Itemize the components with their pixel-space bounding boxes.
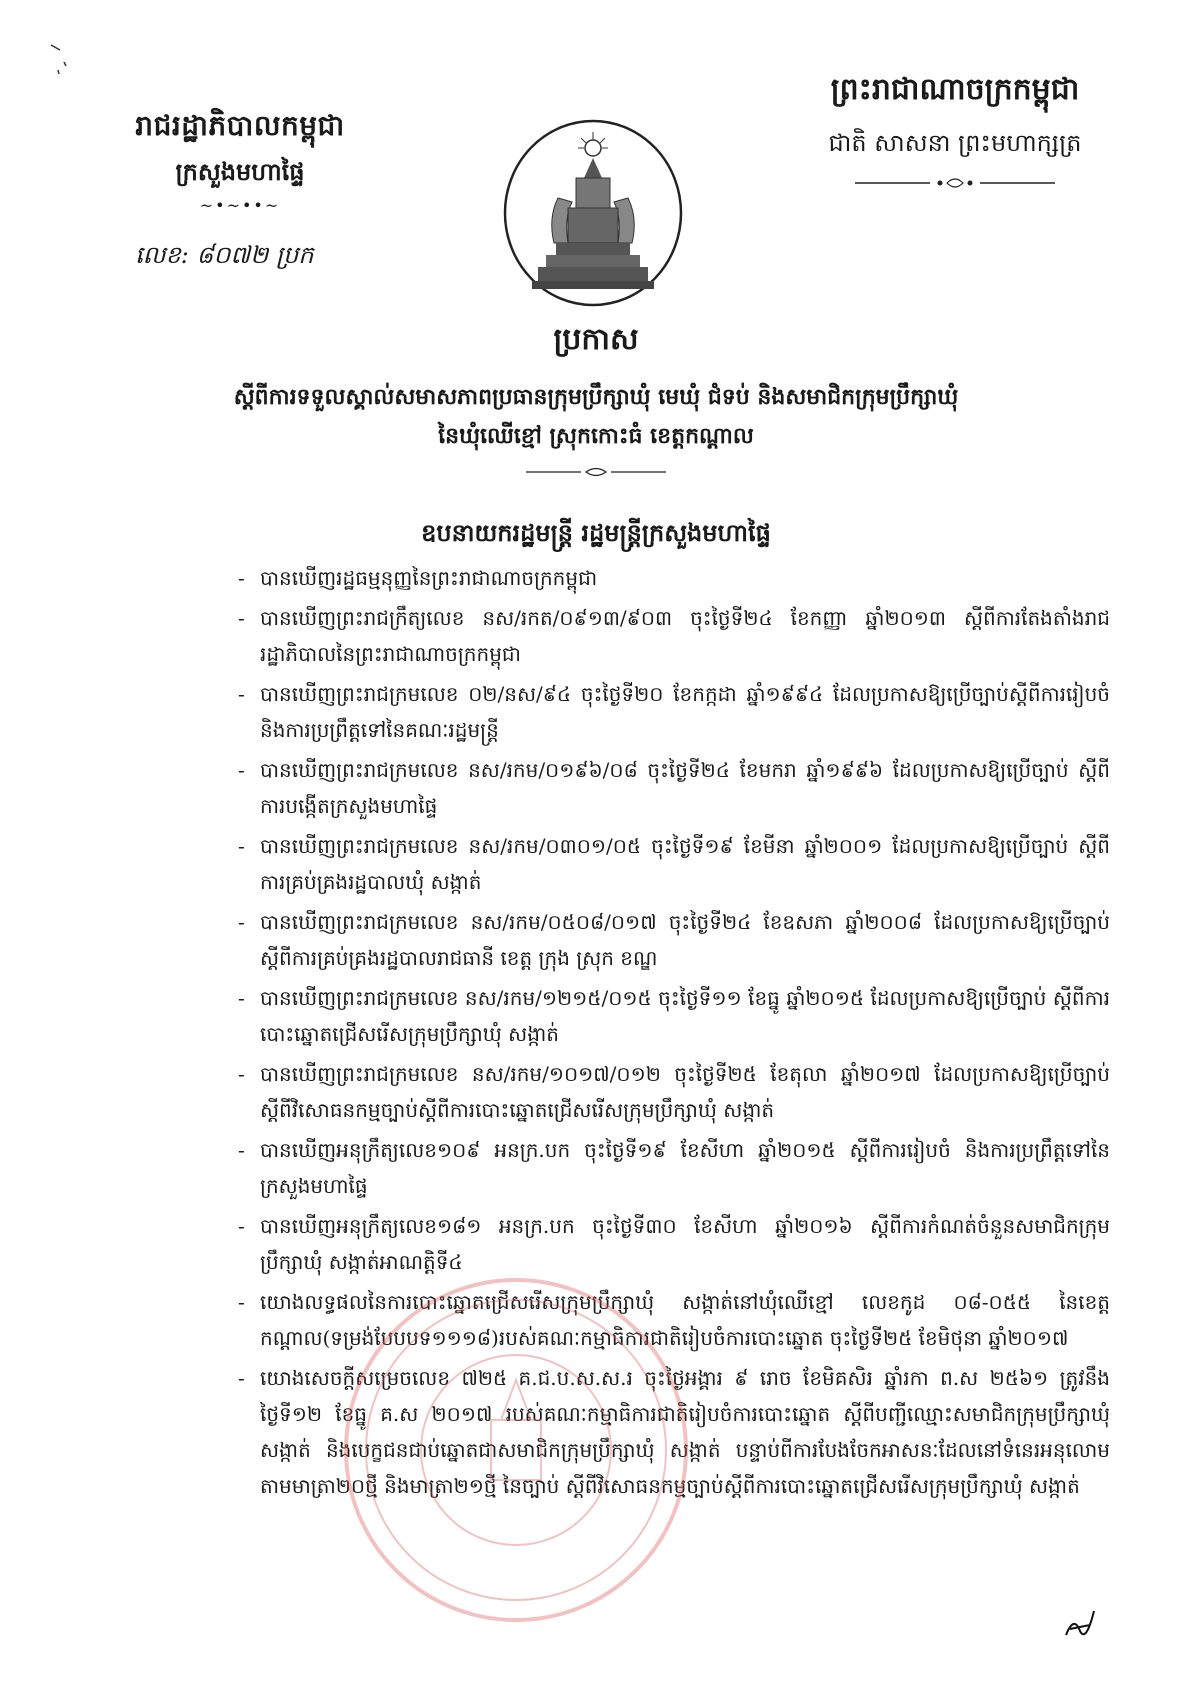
preamble-item: - បានឃើញអនុក្រឹត្យលេខ១៨១ អនក្រ.បក ចុះថ្ងៃទី៣០ ខែសីហា ឆ្នាំ២០១៦ ស្តីពីការកំណត់ចំនួនសមាជិកក្រុមប្រឹក្សាឃុំ សង្កាត់អាណត្តិទី៤ bbox=[238, 1208, 1110, 1280]
government-name: រាជរដ្ឋាភិបាលកម្ពុជា bbox=[135, 109, 345, 142]
royal-emblem-icon bbox=[498, 118, 688, 308]
document-title bbox=[0, 320, 1192, 483]
preamble-item: - យោងសេចក្តីសម្រេចលេខ ៧២៥ គ.ជ.ប.ស.ស.រ ចុះថ្ងៃអង្គារ ៩ រោច ខែមិគសិរ ឆ្នាំរកា ព.ស ២៥៦១ ត្រូវនឹងថ្ងៃទី១២ ខែធ្នូ គ.ស ២០១៧ របស់គណៈកម្មាធិការជាតិរៀបចំការបោះឆ្នោត ស្តីពីបញ្ជីឈ្មោះសមាជិកក្រុមប្រឹក្សាឃុំ សង្កាត់ និងបេក្ខជនជាប់ឆ្នោតជាសមាជិកក្រុមប្រឹក្សាឃុំ សង្កាត់ បន្ទាប់ពីការបែងចែកអាសនៈដែលនៅទំនេរអនុលោមតាមមាត្រា២០ថ្មី និងមាត្រា២១ថ្មី នៃច្បាប់ ស្តីពីវិសោធនកម្មច្បាប់ស្តីពីការបោះឆ្នោតជ្រើសរើសក្រុមប្រឹក្សាឃុំ សង្កាត់ bbox=[238, 1360, 1110, 1504]
minister-title: ឧបនាយករដ្ឋមន្ត្រី រដ្ឋមន្ត្រីក្រសួងមហាផ្ទៃ bbox=[421, 518, 771, 547]
kingdom-header bbox=[800, 70, 1110, 195]
ornament-divider: ~•~••~ bbox=[199, 196, 281, 215]
scan-mark bbox=[46, 40, 86, 80]
declaration-heading: ប្រកាស bbox=[553, 322, 639, 357]
ornament-divider bbox=[855, 175, 1055, 191]
subject-heading bbox=[0, 378, 1192, 455]
preamble-item: - បានឃើញព្រះរាជក្រមលេខ ០២/នស/៩៤ ចុះថ្ងៃទី២០ ខែកក្កដា ឆ្នាំ១៩៩៤ ដែលប្រកាសឱ្យប្រើច្បាប់ស្តីពីការរៀបចំ និងការប្រព្រឹត្តទៅនៃគណៈរដ្ឋមន្ត្រី bbox=[238, 676, 1110, 748]
kingdom-name: ព្រះរាជាណាចក្រកម្ពុជា bbox=[830, 72, 1080, 107]
subject-line: ស្តីពីការទទួលស្គាល់សមាសភាពប្រធានក្រុមប្រឹក្សាឃុំ មេឃុំ ជំទប់ និងសមាជិកក្រុមប្រឹក្សាឃុំ bbox=[233, 384, 959, 410]
preamble-item: - បានឃើញព្រះរាជក្រមលេខ នស/រកម/១០១៧/០១២ ចុះថ្ងៃទី២៥ ខែតុលា ឆ្នាំ២០១៧ ដែលប្រកាសឱ្យប្រើច្បាប់ ស្តីពីវិសោធនកម្មច្បាប់ស្តីពីការបោះឆ្នោតជ្រើសរើសក្រុមប្រឹក្សាឃុំ សង្កាត់ bbox=[238, 1056, 1110, 1128]
ministry-header bbox=[100, 108, 380, 215]
subject-line: នៃឃុំឈើខ្មៅ ស្រុកកោះធំ ខេត្តកណ្តាល bbox=[438, 422, 754, 449]
preamble-item: - បានឃើញព្រះរាជក្រឹត្យលេខ នស/រកត/០៩១៣/៩០៣ ចុះថ្ងៃទី២៤ ខែកញ្ញា ឆ្នាំ២០១៣ ស្តីពីការតែងតាំងរាជរដ្ឋាភិបាលនៃព្រះរាជាណាចក្រកម្ពុជា bbox=[238, 600, 1110, 672]
ministry-name: ក្រសួងមហាផ្ទៃ bbox=[175, 157, 305, 186]
preamble-item: - បានឃើញព្រះរាជក្រមលេខ នស/រកម/១២១៥/០១៥ ចុះថ្ងៃទី១១ ខែធ្នូ ឆ្នាំ២០១៥ ដែលប្រកាសឱ្យប្រើច្បាប់ ស្តីពីការបោះឆ្នោតជ្រើសរើសក្រុមប្រឹក្សាឃុំ សង្កាត់ bbox=[238, 980, 1110, 1052]
preamble-item: - បានឃើញព្រះរាជក្រមលេខ នស/រកម/០៣០១/០៥ ចុះថ្ងៃទី១៩ ខែមីនា ឆ្នាំ២០០១ ដែលប្រកាសឱ្យប្រើច្បាប់ ស្តីពីការគ្រប់គ្រងរដ្ឋបាលឃុំ សង្កាត់ bbox=[238, 828, 1110, 900]
ornament-divider bbox=[526, 465, 666, 479]
initials-signature bbox=[1060, 1605, 1100, 1645]
preamble-item: - បានឃើញរដ្ឋធម្មនុញ្ញនៃព្រះរាជាណាចក្រកម្ពុជា bbox=[238, 560, 1110, 596]
preamble-item: - បានឃើញព្រះរាជក្រមលេខ នស/រកម/០១៩៦/០៨ ចុះថ្ងៃទី២៤ ខែមករា ឆ្នាំ១៩៩៦ ដែលប្រកាសឱ្យប្រើច្បាប់ ស្តីពីការបង្កើតក្រសួងមហាផ្ទៃ bbox=[238, 752, 1110, 824]
reference-number: លេខ: ៨០៧២ ប្រក bbox=[135, 241, 314, 269]
national-motto: ជាតិ សាសនា ព្រះមហាក្សត្រ bbox=[828, 129, 1082, 157]
preamble-item: - បានឃើញអនុក្រឹត្យលេខ១០៩ អនក្រ.បក ចុះថ្ងៃទី១៩ ខែសីហា ឆ្នាំ២០១៥ ស្តីពីការរៀបចំ និងការប្រព្រឹត្តទៅនៃក្រសួងមហាផ្ទៃ bbox=[238, 1132, 1110, 1204]
preamble-list bbox=[238, 560, 1110, 1508]
preamble-item: - យោងលទ្ធផលនៃការបោះឆ្នោតជ្រើសរើសក្រុមប្រឹក្សាឃុំ សង្កាត់នៅឃុំឈើខ្មៅ លេខកូដ ០៨-០៥៥ នៃខេត្តកណ្តាល(ទម្រង់បែបបទ១១១៨)របស់គណៈកម្មាធិការជាតិរៀបចំការបោះឆ្នោត ចុះថ្ងៃទី២៥ ខែមិថុនា ឆ្នាំ២០១៧ bbox=[238, 1284, 1110, 1356]
preamble-item: - បានឃើញព្រះរាជក្រមលេខ នស/រកម/០៥០៨/០១៧ ចុះថ្ងៃទី២៤ ខែឧសភា ឆ្នាំ២០០៨ ដែលប្រកាសឱ្យប្រើច្បាប់ ស្តីពីការគ្រប់គ្រងរដ្ឋបាលរាជធានី ខេត្ត ក្រុង ស្រុក ខណ្ឌ bbox=[238, 904, 1110, 976]
